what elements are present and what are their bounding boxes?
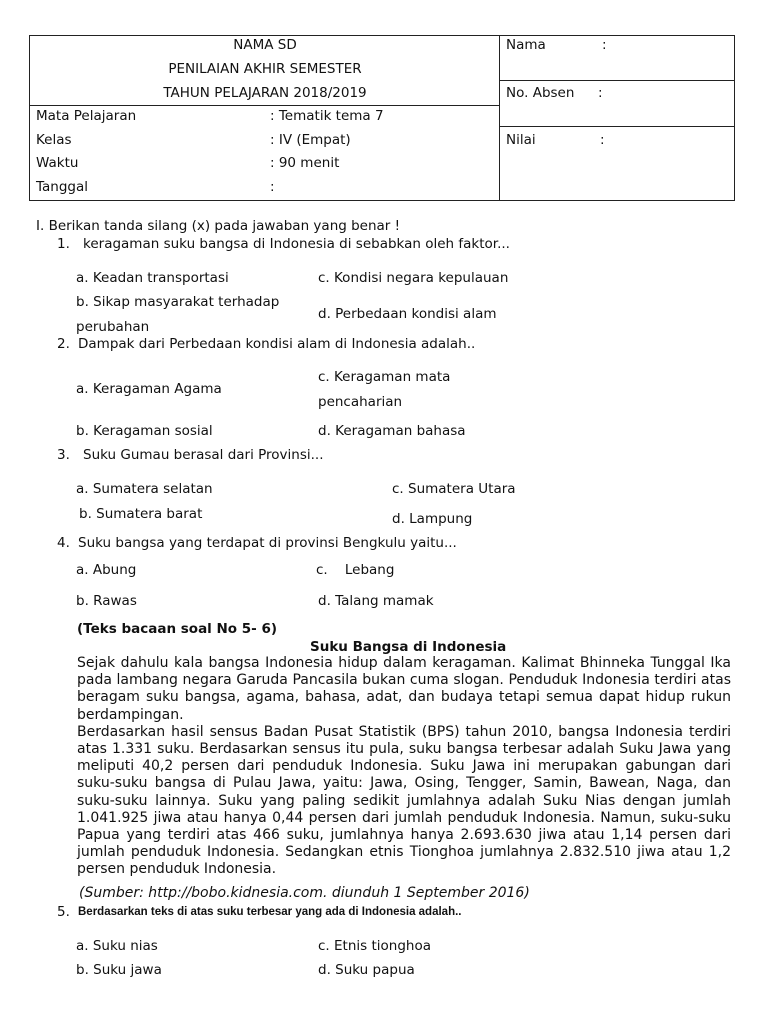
header-table xyxy=(29,35,735,201)
time-label: Waktu xyxy=(36,155,79,171)
absent-number-colon: : xyxy=(598,85,603,101)
question-1-option-b-line1: b. Sikap masyarakat terhadap xyxy=(76,294,280,310)
subject-value: : Tematik tema 7 xyxy=(270,108,384,124)
date-label: Tanggal xyxy=(36,179,89,195)
question-4-number: 4. xyxy=(57,535,70,551)
exam-title: PENILAIAN AKHIR SEMESTER xyxy=(168,61,362,77)
question-2-option-a: a. Keragaman Agama xyxy=(76,381,222,397)
question-4-option-c: c. Lebang xyxy=(316,562,395,578)
question-2-option-c-line2: pencaharian xyxy=(318,394,403,410)
absent-number-label: No. Absen xyxy=(506,85,575,101)
question-2-option-d: d. Keragaman bahasa xyxy=(318,423,466,439)
question-1-number: 1. xyxy=(57,236,70,252)
reading-passage xyxy=(77,655,731,879)
question-4-option-b: b. Rawas xyxy=(76,593,137,609)
date-value: : xyxy=(270,179,275,195)
question-4-option-d: d. Talang mamak xyxy=(318,593,434,609)
score-colon: : xyxy=(600,132,605,148)
question-5-option-d: d. Suku papua xyxy=(318,962,415,978)
question-5-option-c: c. Etnis tionghoa xyxy=(318,938,431,954)
question-1-text: keragaman suku bangsa di Indonesia di sebabkan oleh faktor... xyxy=(83,236,510,252)
question-2-number: 2. xyxy=(57,336,70,352)
question-1-option-c: c. Kondisi negara kepulauan xyxy=(318,270,509,286)
question-3-option-c: c. Sumatera Utara xyxy=(392,481,516,497)
time-value: : 90 menit xyxy=(270,155,340,171)
reading-source: (Sumber: http://bobo.kidnesia.com. diunduh 1 September 2016) xyxy=(79,885,530,901)
question-1-option-d: d. Perbedaan kondisi alam xyxy=(318,306,497,322)
question-3-option-d: d. Lampung xyxy=(392,511,473,527)
question-1-option-a: a. Keadan transportasi xyxy=(76,270,229,286)
student-name-label: Nama xyxy=(506,37,546,53)
school-name: NAMA SD xyxy=(233,37,297,53)
score-label: Nilai xyxy=(506,132,536,148)
question-2-option-c-line1: c. Keragaman mata xyxy=(318,369,451,385)
question-5-number: 5. xyxy=(57,904,70,920)
question-3-option-b: b. Sumatera barat xyxy=(79,506,203,522)
section-instruction: I. Berikan tanda silang (x) pada jawaban yang benar ! xyxy=(36,218,401,234)
reading-paragraph-2: Berdasarkan hasil sensus Badan Pusat Statistik (BPS) tahun 2010, bangsa Indonesia terdiri atas 1.331 suku. Berdasarkan sensus itu pula, suku bangsa terbesar adalah Suku Jawa yang meliputi 40,2 persen dari penduduk Indonesia. Suku Jawa ini merupakan gabungan dari suku-suku bangsa di Pulau Jawa, yaitu: Jawa, Osing, Tengger, Samin, Bawean, Naga, dan suku-suku lainnya. Suku yang paling sedikit jumlahnya adalah Suku Nias dengan jumlah 1.041.925 jiwa atau hanya 0,44 persen dari jumlah penduduk Indonesia. Namun, suku-suku Papua yang terdiri atas 466 suku, jumlahnya hanya 2.693.630 jiwa atau 1,14 persen dari jumlah penduduk Indonesia. Sedangkan etnis Tionghoa jumlahnya 2.832.510 jiwa atau 1,2 persen penduduk Indonesia. xyxy=(77,723,731,878)
reading-label: (Teks bacaan soal No 5- 6) xyxy=(77,621,278,637)
question-5-option-b: b. Suku jawa xyxy=(76,962,162,978)
question-3-number: 3. xyxy=(57,447,70,463)
reading-title: Suku Bangsa di Indonesia xyxy=(310,639,507,655)
header-divider-left xyxy=(30,105,499,106)
question-3-option-a: a. Sumatera selatan xyxy=(76,481,213,497)
header-divider-right-1 xyxy=(499,80,735,81)
question-5-option-a: a. Suku nias xyxy=(76,938,158,954)
class-label: Kelas xyxy=(36,132,72,148)
subject-label: Mata Pelajaran xyxy=(36,108,137,124)
question-2-option-b: b. Keragaman sosial xyxy=(76,423,213,439)
reading-paragraph-1: Sejak dahulu kala bangsa Indonesia hidup dalam keragaman. Kalimat Bhinneka Tunggal Ika pada lambang negara Garuda Pancasila bukan cuma slogan. Penduduk Indonesia terdiri atas beragam suku bangsa, agama, bahasa, adat, dan budaya tetapi semua dapat hidup rukun berdampingan. xyxy=(77,655,731,723)
question-1-option-b-line2: perubahan xyxy=(76,319,150,335)
class-value: : IV (Empat) xyxy=(270,132,351,148)
student-name-colon: : xyxy=(602,37,607,53)
header-divider-right-2 xyxy=(499,126,735,127)
question-3-text: Suku Gumau berasal dari Provinsi... xyxy=(83,447,324,463)
question-4-option-a: a. Abung xyxy=(76,562,137,578)
school-year: TAHUN PELAJARAN 2018/2019 xyxy=(163,85,367,101)
question-4-text: Suku bangsa yang terdapat di provinsi Bengkulu yaitu... xyxy=(78,535,457,551)
question-2-text: Dampak dari Perbedaan kondisi alam di Indonesia adalah.. xyxy=(78,336,476,352)
question-5-text: Berdasarkan teks di atas suku terbesar yang ada di Indonesia adalah.. xyxy=(78,906,462,918)
